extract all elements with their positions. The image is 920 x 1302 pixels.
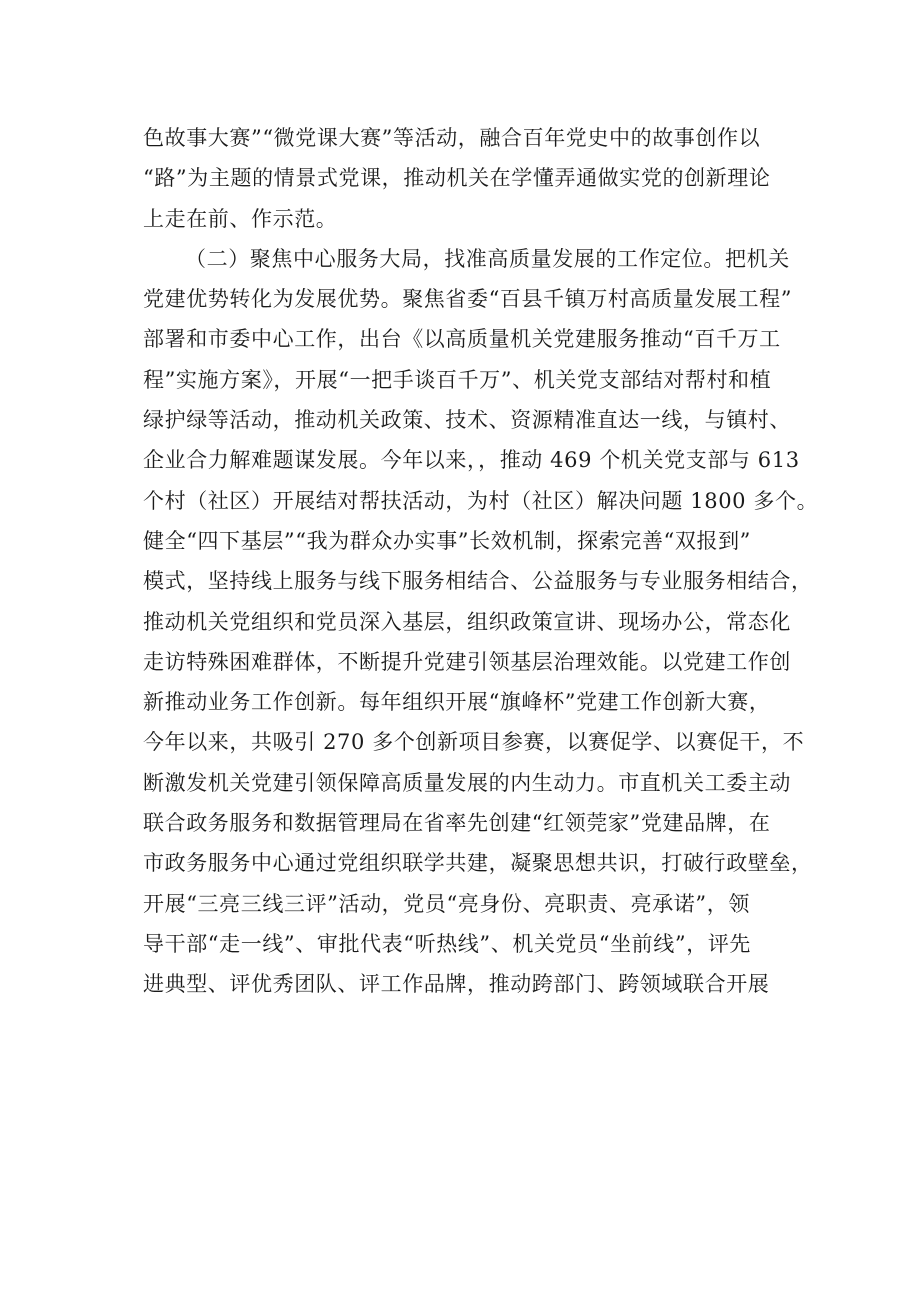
- text-line: 模式，坚持线上服务与线下服务相结合、公益服务与专业服务相结合，: [143, 569, 813, 594]
- text-line: 联合政务服务和数据管理局在省率先创建“红领莞家”党建品牌，在: [143, 811, 771, 836]
- text-line: 个村（社区）开展结对帮扶活动，为村（社区）解决问题 1800 多个。: [143, 488, 819, 513]
- text-line: 推动机关党组织和党员深入基层，组织政策宣讲、现场办公，常态化: [143, 609, 791, 634]
- text-line: 程”实施方案》，开展“一把手谈百千万”、机关党支部结对帮村和植: [143, 367, 772, 392]
- text-line: 市政务服务中心通过党组织联学共建，凝聚思想共识，打破行政壁垒，: [143, 851, 813, 876]
- text-line: 色故事大赛”“微党课大赛”等活动，融合百年党史中的故事创作以: [143, 126, 761, 150]
- text-line: 绿护绿等活动，推动机关政策、技术、资源精准直达一线，与镇村、: [143, 408, 791, 433]
- text-line: 走访特殊困难群体，不断提升党建引领基层治理效能。以党建工作创: [143, 649, 791, 674]
- text-line: 新推动业务工作创新。每年组织开展“旗峰杯”党建工作创新大赛，: [143, 690, 771, 715]
- text-line: 上走在前、作示范。: [143, 206, 338, 231]
- text-line: 党建优势转化为发展优势。聚焦省委“百县千镇万村高质量发展工程”: [143, 287, 793, 312]
- text-line: “路”为主题的情景式党课，推动机关在学懂弄通做实党的创新理论: [143, 166, 771, 191]
- text-line: 进典型、评优秀团队、评工作品牌，推动跨部门、跨领域联合开展: [143, 972, 770, 997]
- text-line: 开展“三亮三线三评”活动，党员“亮身份、亮职责、亮承诺”，领: [143, 891, 750, 916]
- body-text: [143, 118, 819, 1005]
- section-heading-line: （二）聚焦中心服务大局，找准高质量发展的工作定位。把机关: [185, 246, 790, 271]
- text-line: 健全“四下基层”“我为群众办实事”长效机制，探索完善“双报到”: [143, 528, 752, 553]
- text-line: 导干部“走一线”、审批代表“听热线”、机关党员“坐前线”，评先: [143, 931, 752, 956]
- text-line: 部署和市委中心工作，出台《以高质量机关党建服务推动“百千万工: [143, 327, 781, 352]
- text-line: 断激发机关党建引领保障高质量发展的内生动力。市直机关工委主动: [143, 770, 791, 795]
- text-line: 今年以来，共吸引 270 多个创新项目参赛，以赛促学、以赛促干，不: [143, 730, 805, 755]
- text-line: 企业合力解难题谋发展。今年以来，，推动 469 个机关党支部与 613: [143, 448, 800, 473]
